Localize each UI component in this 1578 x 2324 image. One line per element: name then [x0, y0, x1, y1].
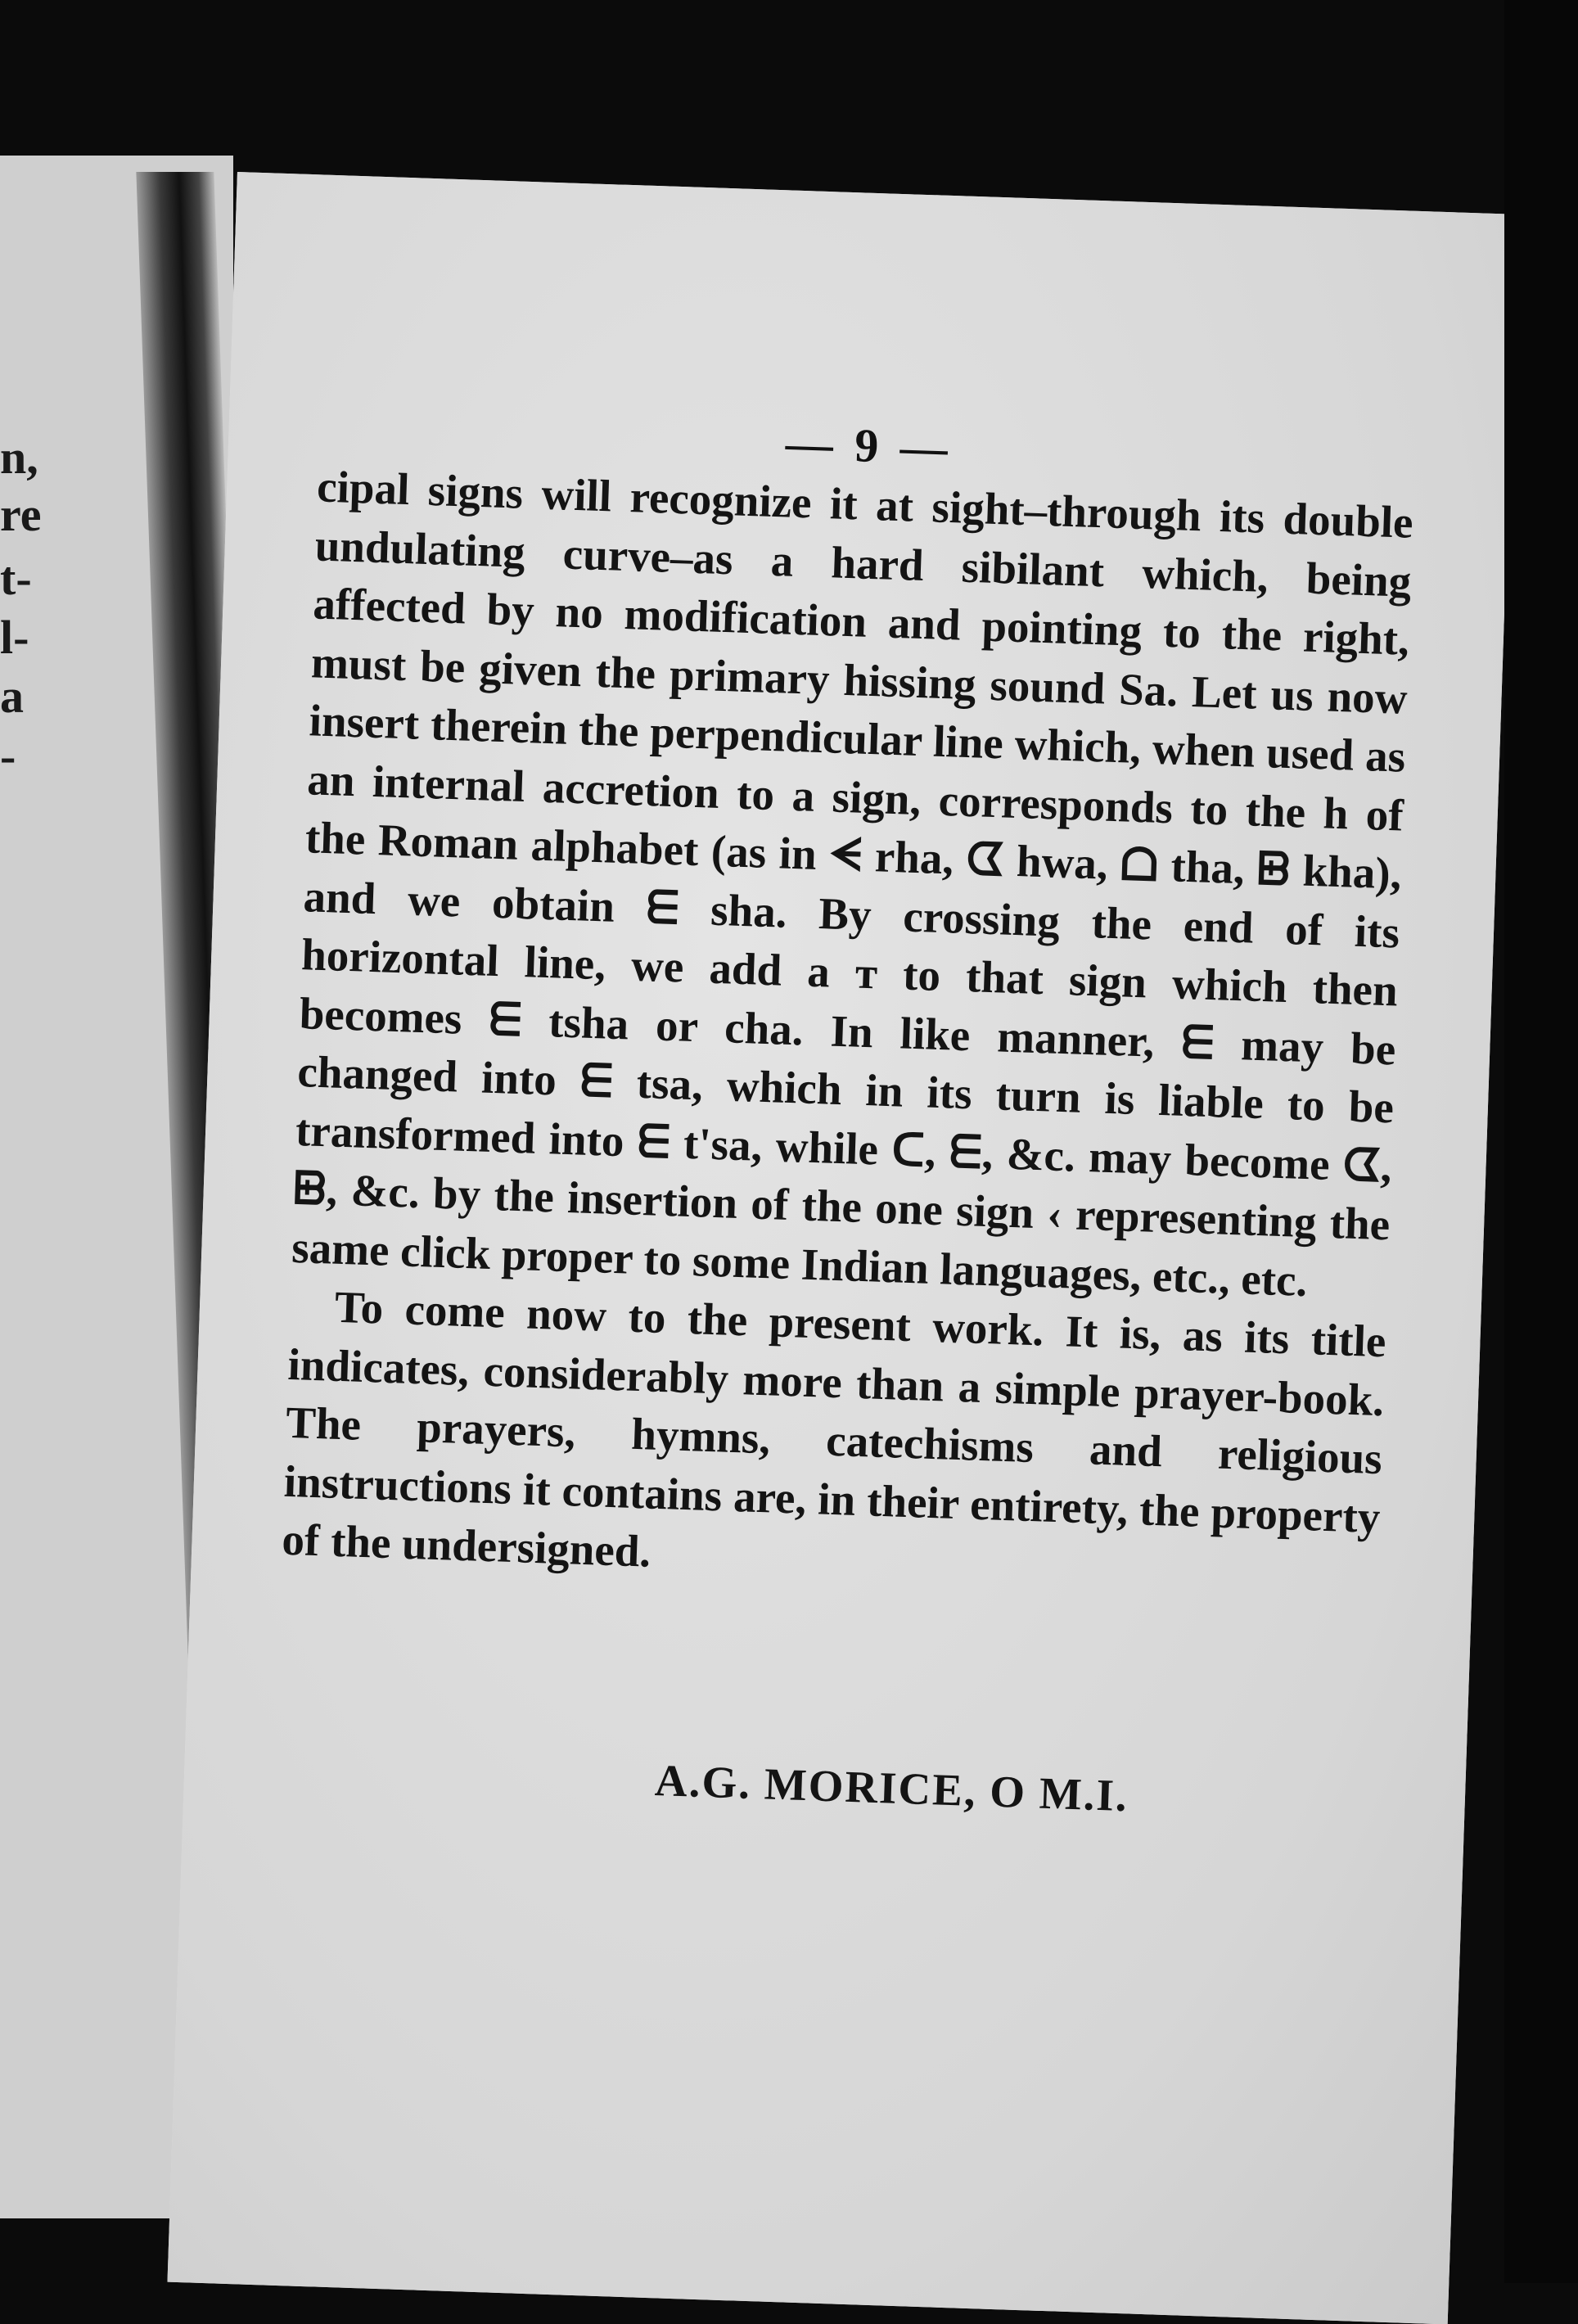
facing-page-fragment: l- — [0, 611, 29, 664]
paragraph: To come now to the present work. It is, as its title indicates, considerably more than a simple prayer-book. The prayers, hymns, catechisms and religious instructions it contains are, in their entirety, the property of the undersigned. — [281, 1281, 1387, 1577]
facing-page-fragment: re — [0, 488, 42, 541]
author-signature: A.G. MORICE, O M.I. — [654, 1755, 1129, 1821]
paragraph: cipal signs will recognize it at sight–through its double undulating curve–as a hard sibilant which, being affected by no modification and pointing to the right, must be given the primary hissing sound Sa. Let us now insert therein the perpendicular line which, when used as an internal accretion to a sign, corresponds to the h of the Roman alphabet (as in ᗕ rha, ᗧ hwa, ᗝ tha, ᗸ kha), and we obtain ᗴ sha. By crossing the end of its horizontal line, we add a ᴛ to that sign which then becomes ᗴ tsha or cha. In like manner, ᗴ may be changed into ᗴ tsa, which in its turn is liable to be transformed into ᗴ t'sa, while ᑕ, ᗴ, &c. may become ᗧ, ᗸ, &c. by the insertion of the one sign ‹ representing the same click proper to some Indian languages, etc., etc. — [291, 461, 1414, 1306]
facing-page-fragment: a — [0, 670, 24, 723]
facing-page-fragment: t- — [0, 552, 32, 605]
facing-page-fragment: n, — [0, 431, 38, 484]
facing-page-fragment: - — [0, 729, 16, 783]
scan-border — [1504, 0, 1578, 2283]
book-page — [167, 172, 1517, 2324]
page-body — [281, 457, 1413, 1604]
page-number: — 9 — — [784, 416, 954, 476]
